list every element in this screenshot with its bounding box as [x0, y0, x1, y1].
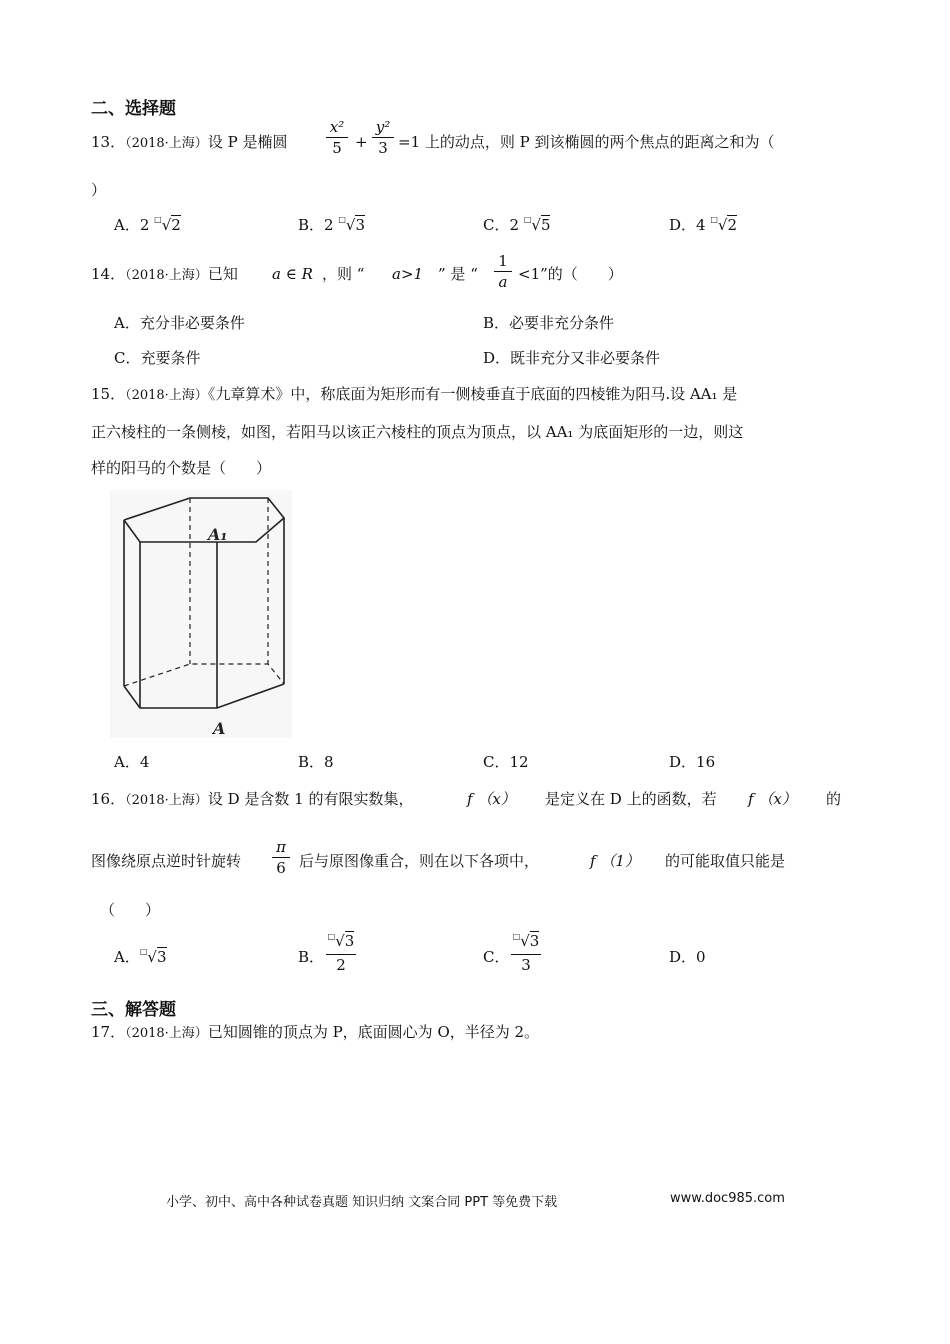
fraction-numerator: π [276, 838, 286, 856]
option-b: B．8 [298, 753, 334, 771]
question-text: 设 P 是椭圆 [207, 133, 288, 151]
option-a: A．充分非必要条件 [114, 314, 245, 332]
hexagonal-prism-figure [110, 490, 292, 738]
option-c: C．2 □√5 [483, 215, 551, 234]
question-text: 的 [826, 790, 842, 808]
option-c: C．12 [483, 753, 529, 771]
question-source: （2018·上海） [125, 388, 208, 403]
question-14-lead: 14．（2018·上海）已知 [91, 265, 238, 283]
option-b-letter: B． [298, 948, 325, 966]
question-number: 15． [91, 385, 126, 403]
option-b-fraction: □√3 2 [327, 932, 355, 974]
question-text: 图像绕原点逆时针旋转 [91, 852, 242, 870]
question-15-line3: 样的阳马的个数是（ ） [91, 459, 272, 477]
question-17: 17．（2018·上海）已知圆锥的顶点为 P，底面圆心为 O，半径为 2。 [91, 1023, 540, 1041]
option-d: D．16 [669, 753, 716, 771]
function-f1: f （1） [590, 852, 640, 870]
answer-blank: （ ） [100, 901, 161, 919]
question-number: 17． [91, 1023, 126, 1041]
option-c-fraction: □√3 3 [512, 932, 540, 974]
fraction-denominator: 3 [378, 139, 388, 157]
fraction-numerator: 1 [498, 252, 508, 270]
question-text: 后与原图像重合，则在以下各项中， [299, 852, 540, 870]
question-number: 13． [91, 133, 126, 151]
question-source: （2018·上海） [125, 268, 208, 283]
question-source: （2018·上海） [125, 793, 208, 808]
fraction-pi-over-6 [272, 838, 290, 877]
question-15-line1: 15．（2018·上海）《九章算术》中，称底面为矩形而有一侧棱垂直于底面的四棱锥为阳马.设 AA₁ 是 [91, 385, 738, 403]
fraction-x2-over-5 [326, 118, 348, 157]
option-d: D．0 [669, 948, 706, 966]
option-b: B．必要非充分条件 [483, 314, 615, 332]
vertex-label-a: A [213, 719, 226, 738]
function-fx: f （x） [748, 790, 797, 808]
function-fx: f （x） [467, 790, 516, 808]
fraction-1-over-a [494, 252, 512, 291]
question-15-line2: 正六棱柱的一条侧棱，如图，若阳马以该正六棱柱的顶点为顶点，以 AA₁ 为底面矩形的一边，则这 [91, 423, 744, 441]
condition-a-in-r: a ∈ R [272, 265, 313, 283]
option-d: D．4 □√2 [669, 215, 738, 234]
question-text: 是定义在 D 上的函数，若 [545, 790, 717, 808]
question-source: （2018·上海） [125, 136, 208, 151]
footer-text: 小学、初中、高中各种试卷真题 知识归纳 文案合同 PPT 等免费下载 [166, 1195, 558, 1210]
question-number: 14． [91, 265, 126, 283]
option-a: A．4 [114, 753, 150, 771]
fraction-denominator: 6 [276, 859, 286, 877]
option-c-letter: C． [483, 948, 510, 966]
section-title: 三、解答题 [91, 1000, 176, 1020]
question-text: ” 是 “ [438, 265, 478, 283]
vertex-label-a1: A₁ [208, 525, 228, 544]
fraction-numerator: x² [329, 118, 345, 136]
footer-link[interactable]: www.doc985.com [670, 1191, 785, 1206]
fraction-denominator: a [498, 273, 508, 291]
question-text: ） [91, 181, 107, 199]
option-d: D．既非充分又非必要条件 [483, 349, 661, 367]
option-c: C．充要条件 [114, 349, 201, 367]
option-a: A．□√3 [114, 947, 167, 966]
question-source: （2018·上海） [125, 1026, 208, 1041]
section-title: 二、选择题 [91, 99, 176, 119]
question-text: ，则 “ [322, 265, 365, 283]
question-text: 的可能取值只能是 [665, 852, 786, 870]
fraction-numerator: y² [375, 118, 391, 136]
fraction-y2-over-3 [372, 118, 394, 157]
option-a: A．2 □√2 [114, 215, 181, 234]
question-number: 16． [91, 790, 126, 808]
condition-a-gt-1: a>1 [392, 265, 424, 283]
question-13-lead [91, 132, 287, 154]
question-text: =1 上的动点，则 P 到该椭圆的两个焦点的距离之和为（ [398, 133, 775, 151]
option-b: B．2 □√3 [298, 215, 366, 234]
question-16-lead: 16．（2018·上海）设 D 是含数 1 的有限实数集， [91, 790, 414, 808]
fraction-denominator: 5 [332, 139, 342, 157]
question-text: <1”的（ ） [518, 265, 623, 283]
plus-sign: + [355, 133, 368, 151]
